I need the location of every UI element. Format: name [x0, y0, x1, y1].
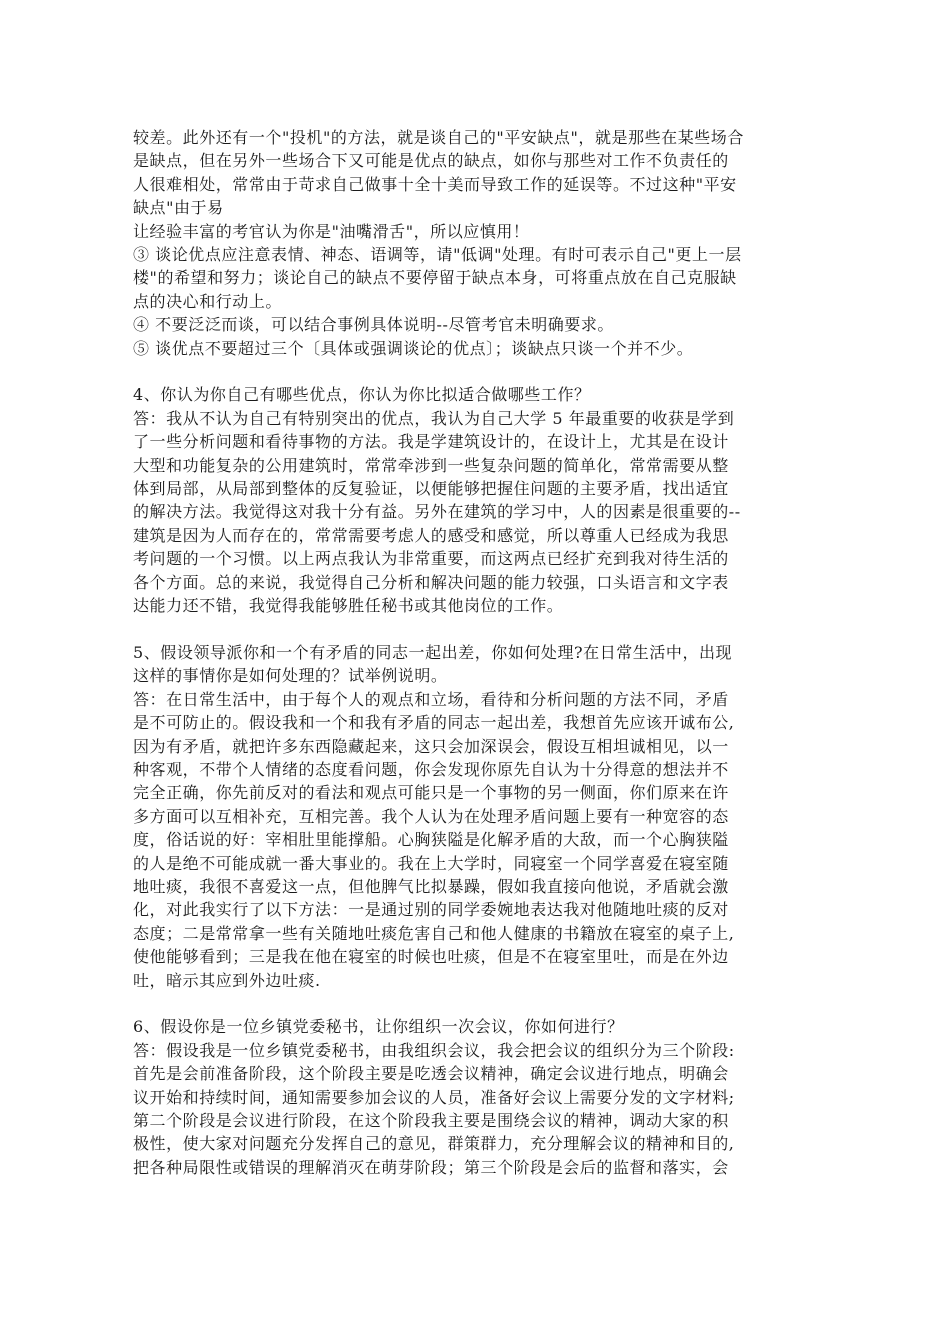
question-5-section	[133, 641, 853, 992]
question-heading: 4、你认为你自己有哪些优点，你认为你比拟适合做哪些工作？	[133, 385, 591, 405]
answer-line: 完全正确，你先前反对的看法和观点可能只是一个事物的另一侧面，你们原来在许	[133, 783, 729, 803]
answer-line: 化，对此我实行了以下方法：一是通过别的同学委婉地表达我对他随地吐痰的反对	[133, 900, 729, 920]
question-6-section	[133, 1015, 853, 1179]
answer-line: 了一些分析问题和看待事物的方法。我是学建筑设计的，在设计上，尤其是在设计	[133, 432, 729, 452]
answer-line: 使他能够看到；三是我在他在寝室的时候也吐痰，但是不在寝室里吐，而是在外边	[133, 947, 729, 967]
text-line: 点的决心和行动上。	[133, 291, 282, 311]
intro-section	[133, 126, 853, 360]
document-page	[133, 126, 853, 1179]
question-heading: 这样的事情你是如何处理的？试举例说明。	[133, 666, 448, 686]
text-line: 是缺点，但在另外一些场合下又可能是优点的缺点，如你与那些对工作不负责任的	[133, 151, 729, 171]
answer-line: 体到局部，从局部到整体的反复验证，以便能够把握住问题的主要矛盾，找出适宜	[133, 479, 729, 499]
answer-line: 的人是绝不可能成就一番大事业的。我在上大学时，同寝室一个同学喜爱在寝室随	[133, 853, 729, 873]
answer-line: 大型和功能复杂的公用建筑时，常常牵涉到一些复杂问题的简单化，常常需要从整	[133, 455, 729, 475]
answer-line: 度，俗话说的好：宰相肚里能撑船。心胸狭隘是化解矛盾的大敌，而一个心胸狭隘	[133, 830, 729, 850]
paragraph-spacer	[133, 360, 853, 383]
text-line: 较差。此外还有一个"投机"的方法，就是谈自己的"平安缺点"，就是那些在某些场合	[133, 128, 744, 147]
paragraph-spacer	[133, 618, 853, 641]
answer-line: 地吐痰，我很不喜爱这一点，但他脾气比拟暴躁，假如我直接向他说，矛盾就会激	[133, 876, 729, 896]
question-4-section	[133, 383, 853, 617]
answer-line: 因为有矛盾，就把许多东西隐藏起来，这只会加深误会，假设互相坦诚相见，以一	[133, 736, 729, 756]
answer-line: 答：假设我是一位乡镇党委秘书，由我组织会议，我会把会议的组织分为三个阶段:	[133, 1040, 735, 1060]
question-heading: 5、假设领导派你和一个有矛盾的同志一起出差，你如何处理?在日常生活中，出现	[133, 642, 733, 662]
answer-line: 考问题的一个习惯。以上两点我认为非常重要，而这两点已经扩充到我对待生活的	[133, 549, 729, 569]
answer-line: 达能力还不错，我觉得我能够胜任秘书或其他岗位的工作。	[133, 596, 564, 616]
answer-line: 是不可防止的。假设我和一个和我有矛盾的同志一起出差，我想首先应该开诚布公,	[133, 713, 735, 733]
answer-line: 答：我从不认为自己有特别突出的优点，我认为自己大学 5 年最重要的收获是学到	[133, 408, 735, 428]
answer-line: 议开始和持续时间，通知需要参加会议的人员，准备好会议上需要分发的文字材料;	[133, 1087, 735, 1107]
answer-line: 的解决方法。我觉得这对我十分有益。另外在建筑的学习中，人的因素是很重要的--	[133, 502, 741, 522]
text-line: 人很难相处，常常由于苛求自己做事十全十美而导致工作的延误等。不过这种"平安	[133, 174, 737, 194]
answer-line: 多方面可以互相补充，互相完善。我个人认为在处理矛盾问题上要有一种宽容的态	[133, 806, 729, 826]
answer-line: 首先是会前准备阶段，这个阶段主要是吃透会议精神，确定会议进行地点，明确会	[133, 1064, 729, 1084]
question-heading: 6、假设你是一位乡镇党委秘书，让你组织一次会议，你如何进行？	[133, 1017, 624, 1037]
text-line: 缺点"由于易	[133, 198, 224, 218]
answer-line: 态度；二是常常拿一些有关随地吐痰危害自己和他人健康的书籍放在寝室的桌子上,	[133, 923, 735, 943]
text-line: ④ 不要泛泛而谈，可以结合事例具体说明--尽管考官未明确要求。	[133, 315, 614, 335]
text-line: 楼"的希望和努力；谈论自己的缺点不要停留于缺点本身，可将重点放在自己克服缺	[133, 268, 737, 288]
text-line: ⑤ 谈优点不要超过三个〔具体或强调谈论的优点〕；谈缺点只谈一个并不少。	[133, 338, 694, 358]
answer-line: 答：在日常生活中，由于每个人的观点和立场，看待和分析问题的方法不同，矛盾	[133, 689, 729, 709]
answer-line: 极性，使大家对问题充分发挥自己的意见，群策群力，充分理解会议的精神和目的,	[133, 1134, 735, 1154]
answer-line: 种客观，不带个人情绪的态度看问题，你会发现你原先自认为十分得意的想法并不	[133, 759, 729, 779]
answer-line: 各个方面。总的来说，我觉得自己分析和解决问题的能力较强，口头语言和文字表	[133, 572, 729, 592]
answer-line: 吐，暗示其应到外边吐痰.	[133, 970, 321, 990]
paragraph-spacer	[133, 992, 853, 1015]
text-line: ③ 谈论优点应注意表情、神态、语调等，请"低调"处理。有时可表示自己"更上一层	[133, 245, 742, 265]
answer-line: 第二个阶段是会议进行阶段，在这个阶段我主要是围绕会议的精神，调动大家的积	[133, 1111, 729, 1131]
answer-line: 建筑是因为人而存在的，常常需要考虑人的感受和感觉，所以尊重人已经成为我思	[133, 525, 729, 545]
answer-line: 把各种局限性或错误的理解消灭在萌芽阶段；第三个阶段是会后的监督和落实，会	[133, 1157, 729, 1177]
text-line: 让经验丰富的考官认为你是"油嘴滑舌"，所以应慎用！	[133, 221, 530, 241]
